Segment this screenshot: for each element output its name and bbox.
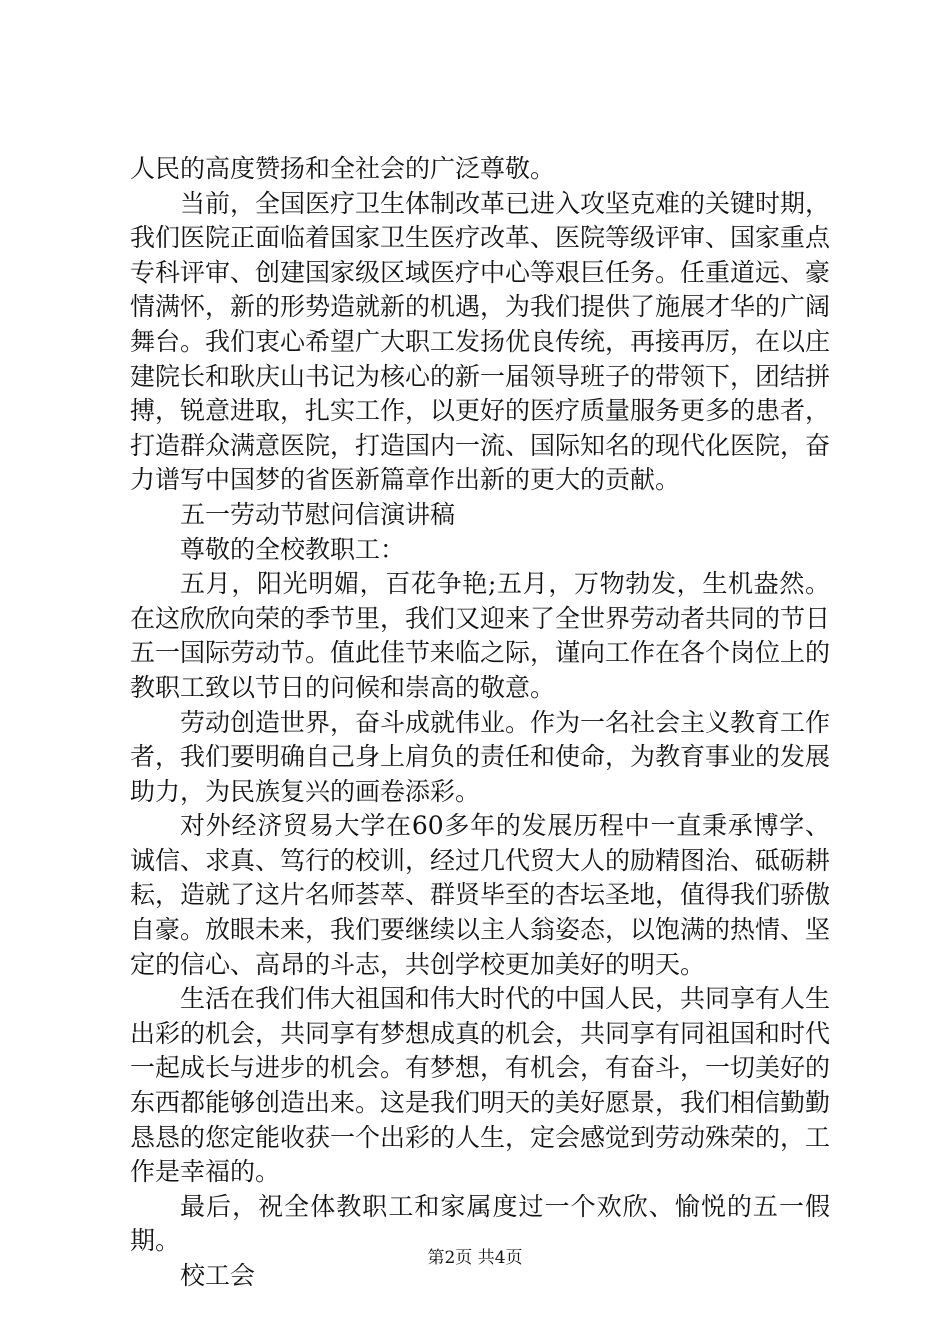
paragraph-labor-creates: 劳动创造世界，奋斗成就伟业。作为一名社会主义教育工作者，我们要明确自己身上肩负的责任和使命，为教育事业的发展助力，为民族复兴的画卷添彩。 <box>130 707 831 806</box>
paragraph-university-history: 对外经济贸易大学在60多年的发展历程中一直秉承博学、诚信、求真、笃行的校训，经过几代贸大人的励精图治、砥砺耕耘，造就了这片名师荟萃、群贤毕至的杏坛圣地，值得我们骄傲自豪。放眼未来，我们要继续以主人翁姿态，以饱满的热情、坚定的信心、高昂的斗志，共创学校更加美好的明天。 <box>130 811 831 979</box>
document-body <box>130 152 830 1294</box>
paragraph-chinese-people: 生活在我们伟大祖国和伟大时代的中国人民，共同享有人生出彩的机会，共同享有梦想成真的机会，共同享有同祖国和时代一起成长与进步的机会。有梦想，有机会，有奋斗，一切美好的东西都能够创造出来。这是我们明天的美好愿景，我们相信勤勤恳恳的您定能收获一个出彩的人生，定会感觉到劳动殊荣的，工作是幸福的。 <box>130 984 831 1187</box>
paragraph-continuation: 人民的高度赞扬和全社会的广泛尊敬。 <box>130 154 556 183</box>
paragraph-reform-period: 当前，全国医疗卫生体制改革已进入攻坚克难的关键时期，我们医院正面临着国家卫生医疗改革、医院等级评审、国家重点专科评审、创建国家级区域医疗中心等艰巨任务。任重道远、豪情满怀，新的形势造就新的机遇，为我们提供了施展才华的广阔舞台。我们衷心希望广大职工发扬优良传统，再接再厉，在以庄建院长和耿庆山书记为核心的新一届领导班子的带领下，团结拼搏，锐意进取，扎实工作，以更好的医疗质量服务更多的患者，打造群众满意医院，打造国内一流、国际知名的现代化医院，奋力谱写中国梦的省医新篇章作出新的更大的贡献。 <box>130 188 831 495</box>
signature: 校工会 <box>180 1261 256 1290</box>
page-number: 第2页 共4页 <box>427 1248 523 1268</box>
salutation: 尊敬的全校教职工： <box>180 534 406 564</box>
paragraph-may-greeting: 五月，阳光明媚，百花争艳;五月，万物勃发，生机盎然。在这欣欣向荣的季节里，我们又迎来了全世界劳动者共同的节日五一国际劳动节。值此佳节来临之际，谨向工作在各个岗位上的教职工致以节日的问候和崇高的敬意。 <box>130 569 831 702</box>
paragraph-closing-wish: 最后，祝全体教职工和家属度过一个欢欣、愉悦的五一假期。 <box>130 1191 830 1256</box>
speech-title: 五一劳动节慰问信演讲稿 <box>180 499 456 529</box>
